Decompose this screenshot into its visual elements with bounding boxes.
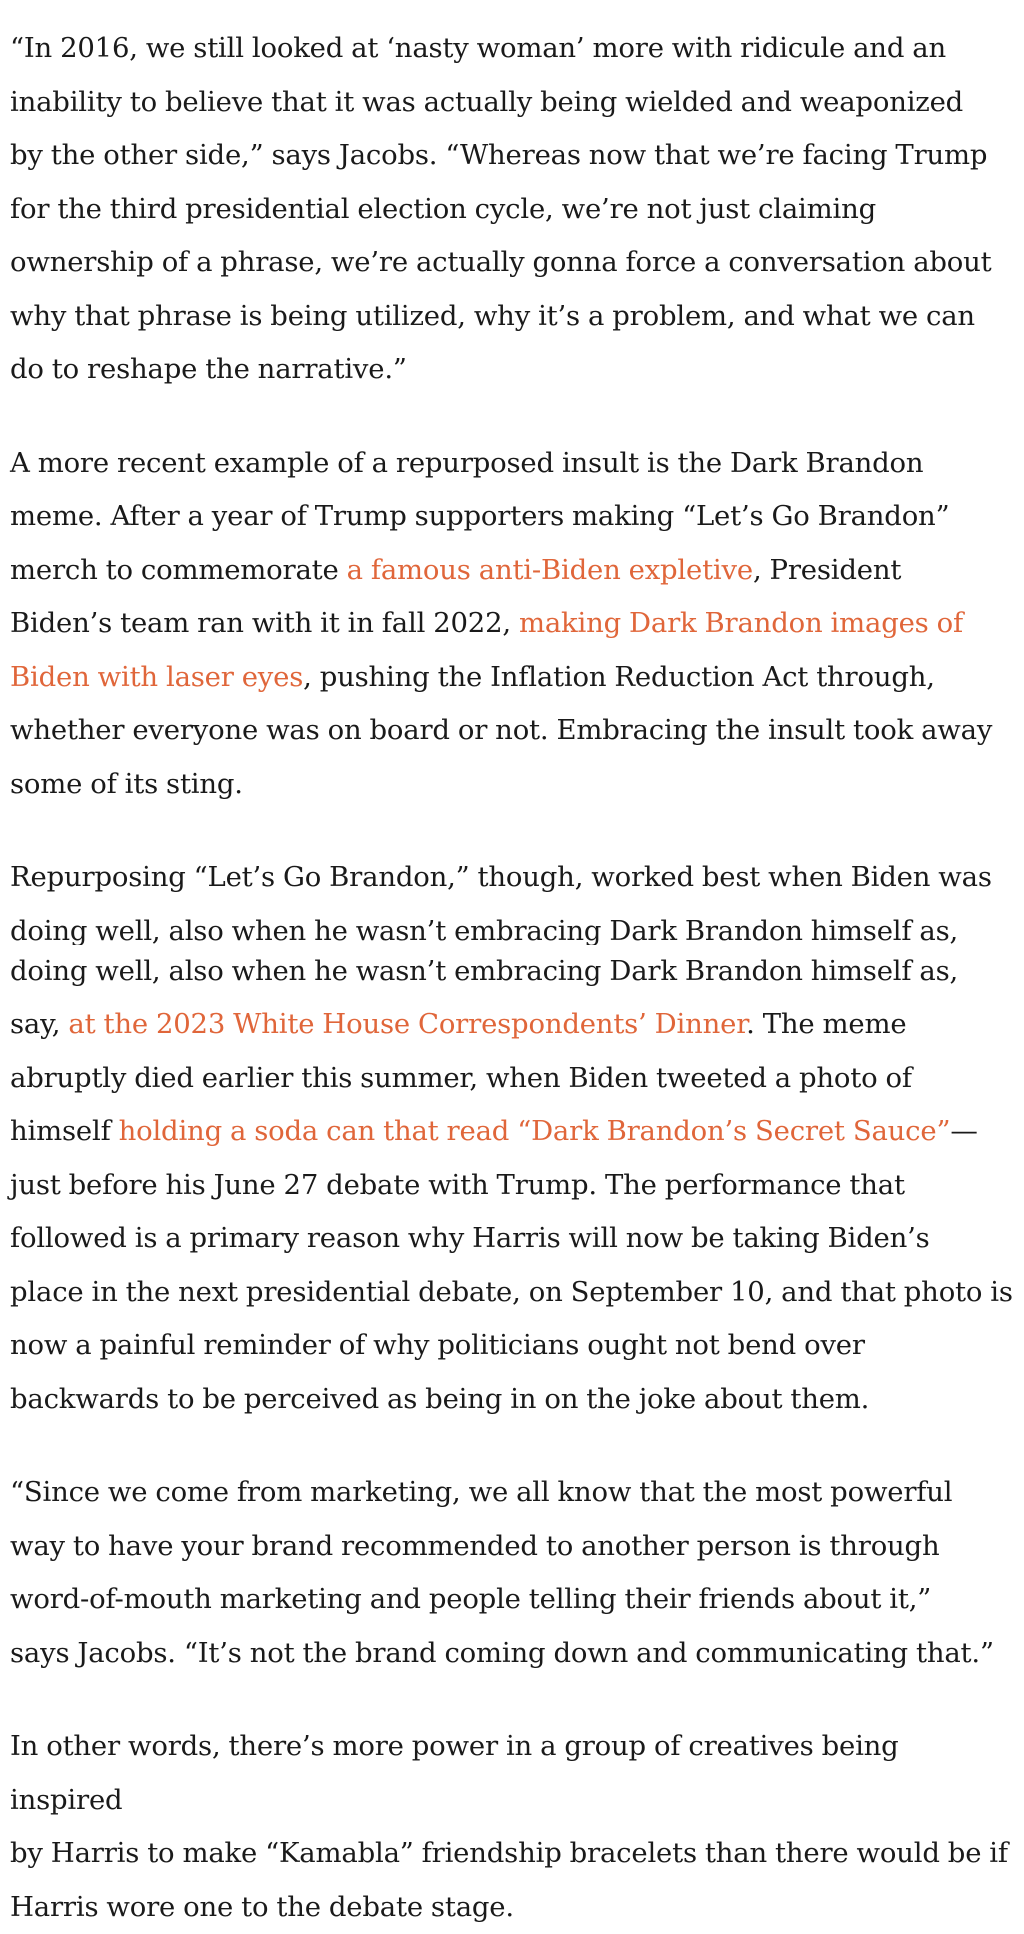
article-paragraph [10, 1720, 1018, 1934]
article-link[interactable]: making Dark Brandon images of [518, 607, 963, 639]
text-run: just before his June 27 debate with Trump. The performance that [10, 1168, 905, 1201]
text-run: do to reshape the narrative.” [10, 353, 407, 385]
article-link[interactable]: at the 2023 White House Correspondents’ Dinner [68, 1008, 747, 1040]
text-run: . The meme [746, 1008, 907, 1040]
text-run: Harris wore one to the debate stage. [10, 1890, 514, 1923]
text-run: word-of-mouth marketing and people telling their friends about it,” [10, 1583, 932, 1615]
text-run: say, [10, 1008, 69, 1040]
text-run: why that phrase is being utilized, why it’s a problem, and what we can [10, 299, 975, 332]
article-link[interactable]: Biden with laser eyes [10, 660, 304, 693]
text-run: “Since we come from marketing, we all know that the most powerful [10, 1476, 953, 1508]
article-paragraph [10, 22, 1018, 397]
text-run: , pushing the Inflation Reduction Act through, [303, 660, 935, 693]
text-run: merch to commemorate [10, 553, 347, 586]
text-run: by Harris to make “Kamabla” friendship bracelets than there would be if [10, 1837, 1008, 1869]
text-run: In other words, there’s more power in a group of creatives being inspired [10, 1730, 899, 1816]
text-run: meme. After a year of Trump supporters making “Let’s Go Brandon” [10, 500, 950, 532]
article-paragraph-continued [10, 945, 1018, 1427]
text-run: A more recent example of a repurposed insult is the Dark Brandon [10, 446, 924, 479]
text-run: Biden’s team ran with it in fall 2022, [10, 607, 519, 639]
text-run: for the third presidential election cycle, we’re not just claiming [10, 192, 877, 225]
text-run: whether everyone was on board or not. Embracing the insult took away [10, 714, 993, 746]
paragraph-gap [10, 1680, 1018, 1720]
text-run: Repurposing “Let’s Go Brandon,” though, worked best when Biden was [10, 861, 992, 893]
article-paragraph [10, 1466, 1018, 1680]
text-run: says Jacobs. “It’s not the brand coming down and communicating that.” [10, 1636, 994, 1669]
paragraph-gap [10, 397, 1018, 437]
article-link[interactable]: holding a soda can that read “Dark Brandon’s Secret Sauce” [118, 1115, 951, 1147]
text-run: himself [10, 1115, 119, 1147]
text-run: followed is a primary reason why Harris will now be taking Biden’s [10, 1222, 930, 1254]
text-run: — [950, 1115, 978, 1147]
paragraph-gap [10, 1426, 1018, 1466]
article-paragraph [10, 851, 1018, 905]
text-run: some of its sting. [10, 767, 243, 800]
text-run: way to have your brand recommended to another person is through [10, 1529, 940, 1562]
article-link[interactable]: a famous anti-Biden expletive [346, 553, 753, 586]
text-run: inability to believe that it was actually being wielded and weaponized [10, 85, 964, 118]
text-run: doing well, also when he wasn’t embracing Dark Brandon himself as, [10, 954, 959, 987]
text-run: now a painful reminder of why politicians ought not bend over [10, 1329, 865, 1361]
text-run: ownership of a phrase, we’re actually gonna force a conversation about [10, 246, 992, 278]
text-run: place in the next presidential debate, on September 10, and that photo is [10, 1275, 1013, 1308]
article-body [10, 22, 1018, 1934]
text-run: by the other side,” says Jacobs. “Whereas now that we’re facing Trump [10, 139, 988, 171]
paragraph-gap [10, 811, 1018, 851]
text-run: “In 2016, we still looked at ‘nasty woman’ more with ridicule and an [10, 32, 946, 64]
text-run: abruptly died earlier this summer, when Biden tweeted a photo of [10, 1061, 912, 1094]
text-run: , President [752, 553, 902, 586]
duplicated-line-fragment: doing well, also when he wasn’t embracing Dark Brandon himself as, [10, 914, 959, 945]
text-run: backwards to be perceived as being in on the joke about them. [10, 1382, 870, 1415]
article-paragraph [10, 437, 1018, 812]
